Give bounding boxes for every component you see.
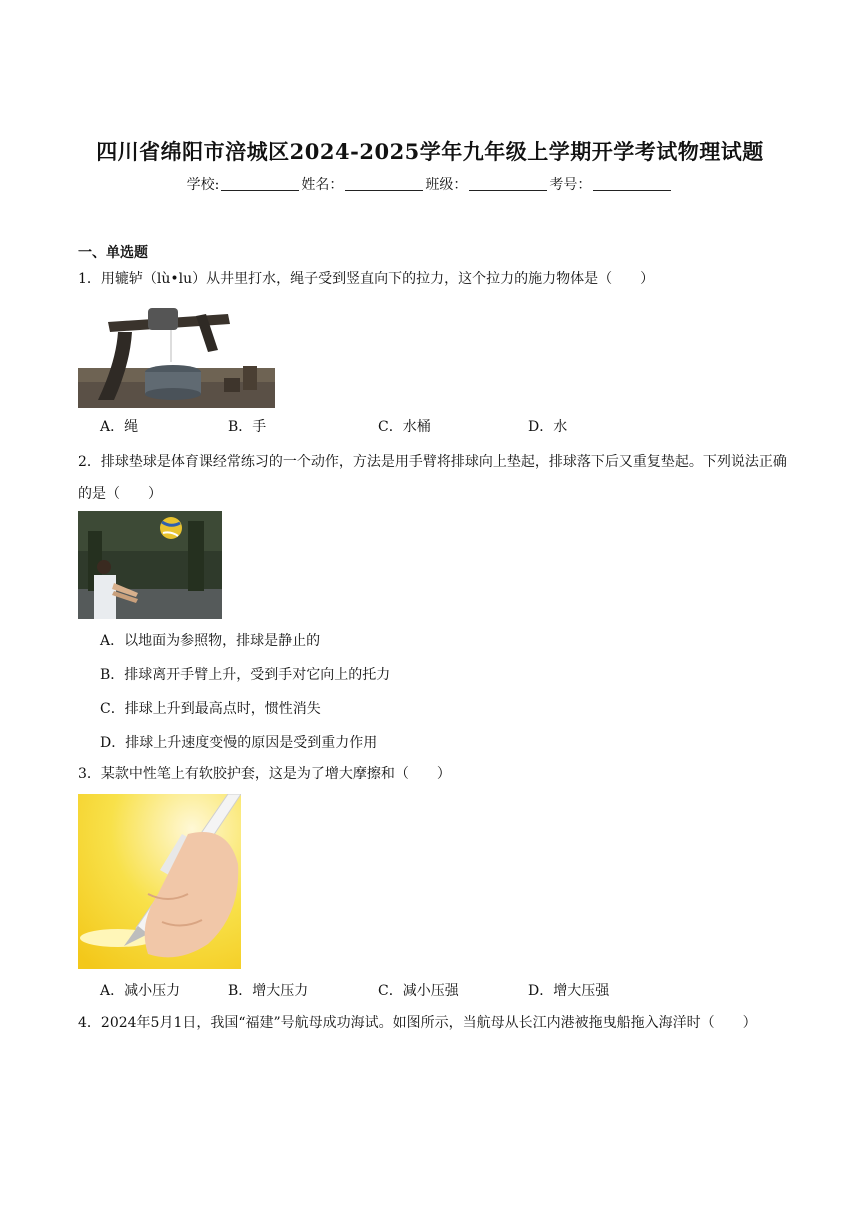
section-heading: 一、单选题 — [78, 245, 148, 261]
gel-pen-image — [78, 794, 241, 969]
question-1-text: 1．用辘轳（lù•lu）从井里打水，绳子受到竖直向下的拉力，这个拉力的施力物体是（ ） — [78, 271, 655, 287]
q3-option-d[interactable]: D．增大压强 — [528, 983, 610, 999]
question-4-text: 4．2024年5月1日，我国“福建”号航母成功海试。如图所示，当航母从长江内港被拖曳船拖入海洋时（ ） — [78, 1015, 757, 1031]
q2-option-b[interactable]: B．排球离开手臂上升，受到手对它向上的托力 — [100, 667, 391, 683]
name-blank[interactable] — [345, 176, 423, 191]
q3-option-c[interactable]: C．减小压强 — [378, 983, 459, 999]
question-2-text: 2．排球垫球是体育课经常练习的一个动作，方法是用手臂将排球向上垫起，排球落下后又重复垫起。下列说法正确的是（ ） — [78, 454, 787, 502]
q1-option-d[interactable]: D．水 — [528, 419, 568, 435]
exam-title: 四川省绵阳市涪城区2024-2025学年九年级上学期开学考试物理试题 — [96, 139, 764, 164]
q1-option-c[interactable]: C．水桶 — [378, 419, 431, 435]
student-info-line — [0, 174, 860, 194]
volleyball-student-image — [78, 511, 222, 619]
class-label: 班级： — [425, 177, 468, 193]
number-label: 考号： — [549, 177, 592, 193]
number-blank[interactable] — [593, 176, 671, 191]
school-label: 学校: — [186, 177, 220, 193]
q3-option-b[interactable]: B．增大压力 — [228, 983, 309, 999]
windlass-well-image — [78, 302, 275, 408]
q3-option-a[interactable]: A．减小压力 — [100, 983, 181, 999]
school-blank[interactable] — [221, 176, 299, 191]
q2-option-c[interactable]: C．排球上升到最高点时，惯性消失 — [100, 701, 321, 717]
q2-option-d[interactable]: D．排球上升速度变慢的原因是受到重力作用 — [100, 735, 378, 751]
name-label: 姓名： — [301, 177, 344, 193]
q1-option-b[interactable]: B．手 — [228, 419, 267, 435]
q1-option-a[interactable]: A．绳 — [100, 419, 139, 435]
class-blank[interactable] — [469, 176, 547, 191]
q2-option-a[interactable]: A．以地面为参照物，排球是静止的 — [100, 633, 321, 649]
question-3-text: 3．某款中性笔上有软胶护套，这是为了增大摩擦和（ ） — [78, 766, 451, 782]
